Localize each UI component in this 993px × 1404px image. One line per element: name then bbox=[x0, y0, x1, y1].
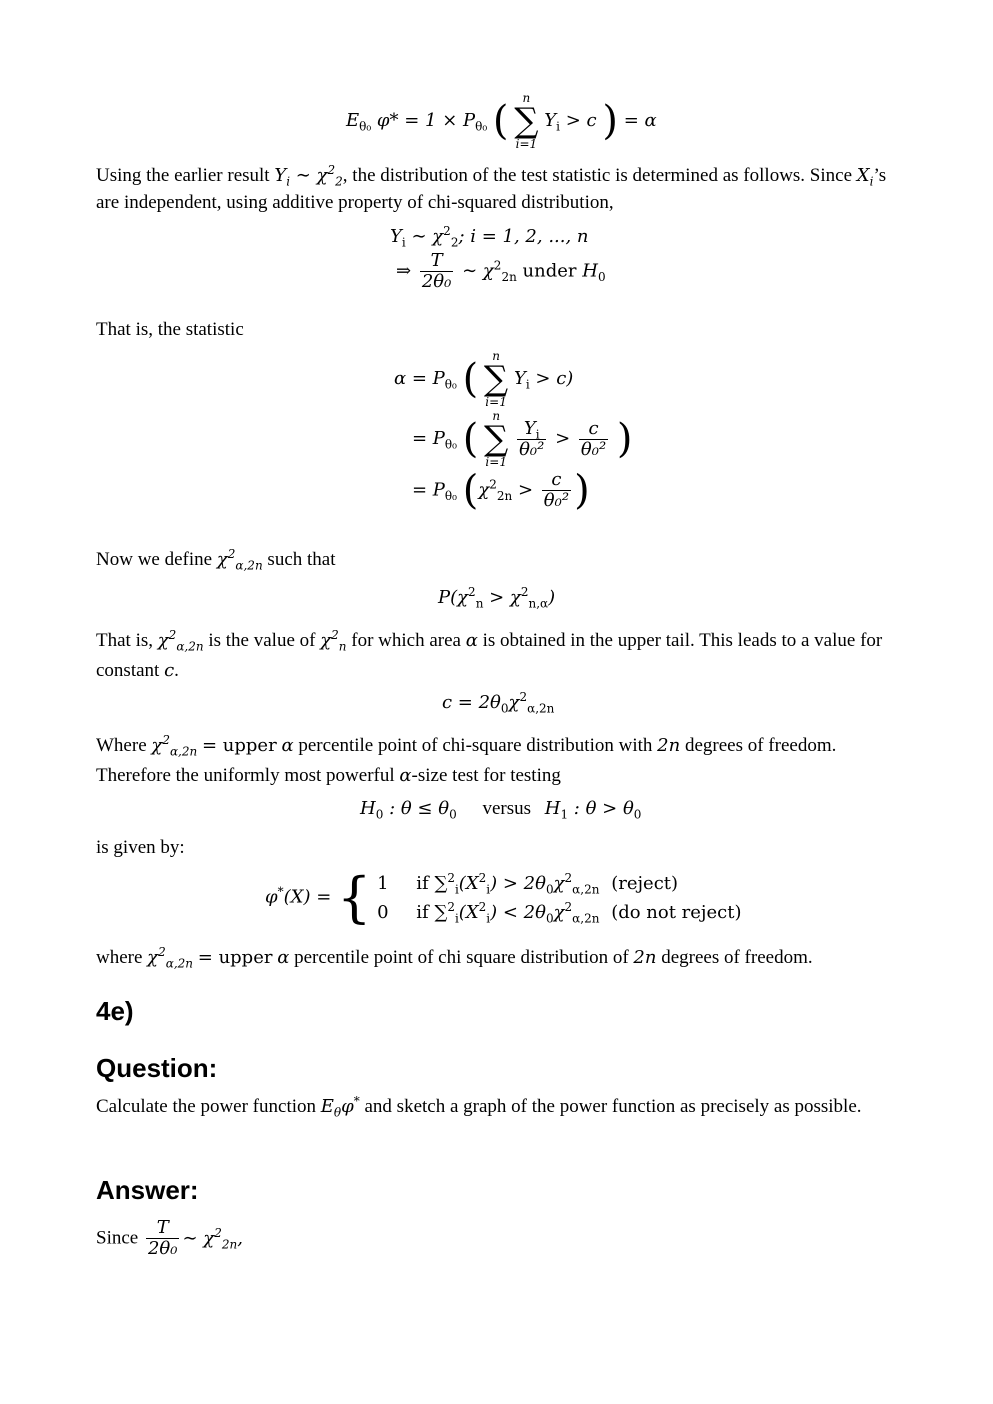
heading-4e: 4e) bbox=[96, 996, 134, 1026]
paragraph-earlier-result: Using the earlier result $Y_i$ ∼ $\chi^2_2$, the distribution of the test statistic is determined as follows. Since $X_i’s$ are independent, using additive property of chi-squared distribution, bbox=[96, 163, 887, 213]
paragraph-upper-tail: That is, $\chi^2_{\alpha,2n}$ is the value of $\chi^2_n$ for which area α is obtained in the upper tail. This leads to a value for constant c. bbox=[96, 628, 883, 681]
paragraph-define-chi: Now we define $\chi^2_{\alpha,2n}$ such that bbox=[96, 547, 336, 573]
equation-hypotheses: $H_0$ : $\theta \le \theta_0$ versus $H_1$ : $\theta > \theta_0$ bbox=[360, 798, 642, 822]
paragraph-where-upper: where $\chi^2_{\alpha,2n}$ = upper α percentile point of chi square distribution of 2n degrees of freedom. bbox=[96, 945, 813, 971]
paragraph-since: Since $\frac{T}{\text{2θ₀}}$ ∼ $\chi^2_{2n}$, bbox=[96, 1217, 243, 1259]
equation-constant-c: $c = 2\theta_0\chi^2_{\alpha,2n}$ bbox=[442, 690, 555, 716]
equation-expected-value: $E_{\theta_0}$ $\varphi* = 1 \times P_{\theta_0}$ ( n ∑ i=1 $Y_i > c$ ) = α bbox=[346, 91, 657, 151]
heading-question: Question: bbox=[96, 1053, 218, 1083]
paragraph-the-statistic: That is, the statistic bbox=[96, 319, 244, 340]
paragraph-given-by: is given by: bbox=[96, 837, 185, 858]
paragraph-power-function-question: Calculate the power function $E_\theta\varphi^*$ and sketch a graph of the power function as precisely as possible. bbox=[96, 1094, 862, 1120]
heading-answer: Answer: bbox=[96, 1175, 199, 1205]
equation-chi-square-distribution: $Y_i$ ∼ $\chi^2_2$; i = 1, 2, ..., n ⇒ $\frac{T}{\text{2θ₀}}$ ∼ $\chi^2_{2n}$ under $H_0$ bbox=[390, 224, 606, 292]
equation-test-function: φ*(X) = { 1 if $\sum^2_i(X^2_i) > 2\theta_0\chi^2_{\alpha,2n}$ (reject) 0 if $\sum^2_i(X^2_i) < 2\theta_0\chi^2_{\alpha,2n}$ (do not reject) bbox=[265, 866, 742, 929]
paragraph-upper-percentile: Where $\chi^2_{\alpha,2n}$ = upper α percentile point of chi-square distribution with 2n degrees of freedom. Therefore the uniformly most powerful α-size test for testing bbox=[96, 733, 837, 786]
equation-probability-definition: $P(\chi^2_n > \chi^2_{n,\alpha})$ bbox=[438, 585, 556, 611]
equation-alpha-derivation: $\alpha = P_{\theta_0}$ ( n ∑ i=1 $Y_i > c$) = $P_{\theta_0}$ ( n ∑ i=1 $\frac{Y_i}{\text{θ₀²}}$ > $\frac{c}{\text{θ₀²}}$ ) = $P_{\theta_0}$ ($\chi^2_{2n}$ > $\frac{c}{\text{θ₀²}}$ ) bbox=[394, 349, 633, 514]
